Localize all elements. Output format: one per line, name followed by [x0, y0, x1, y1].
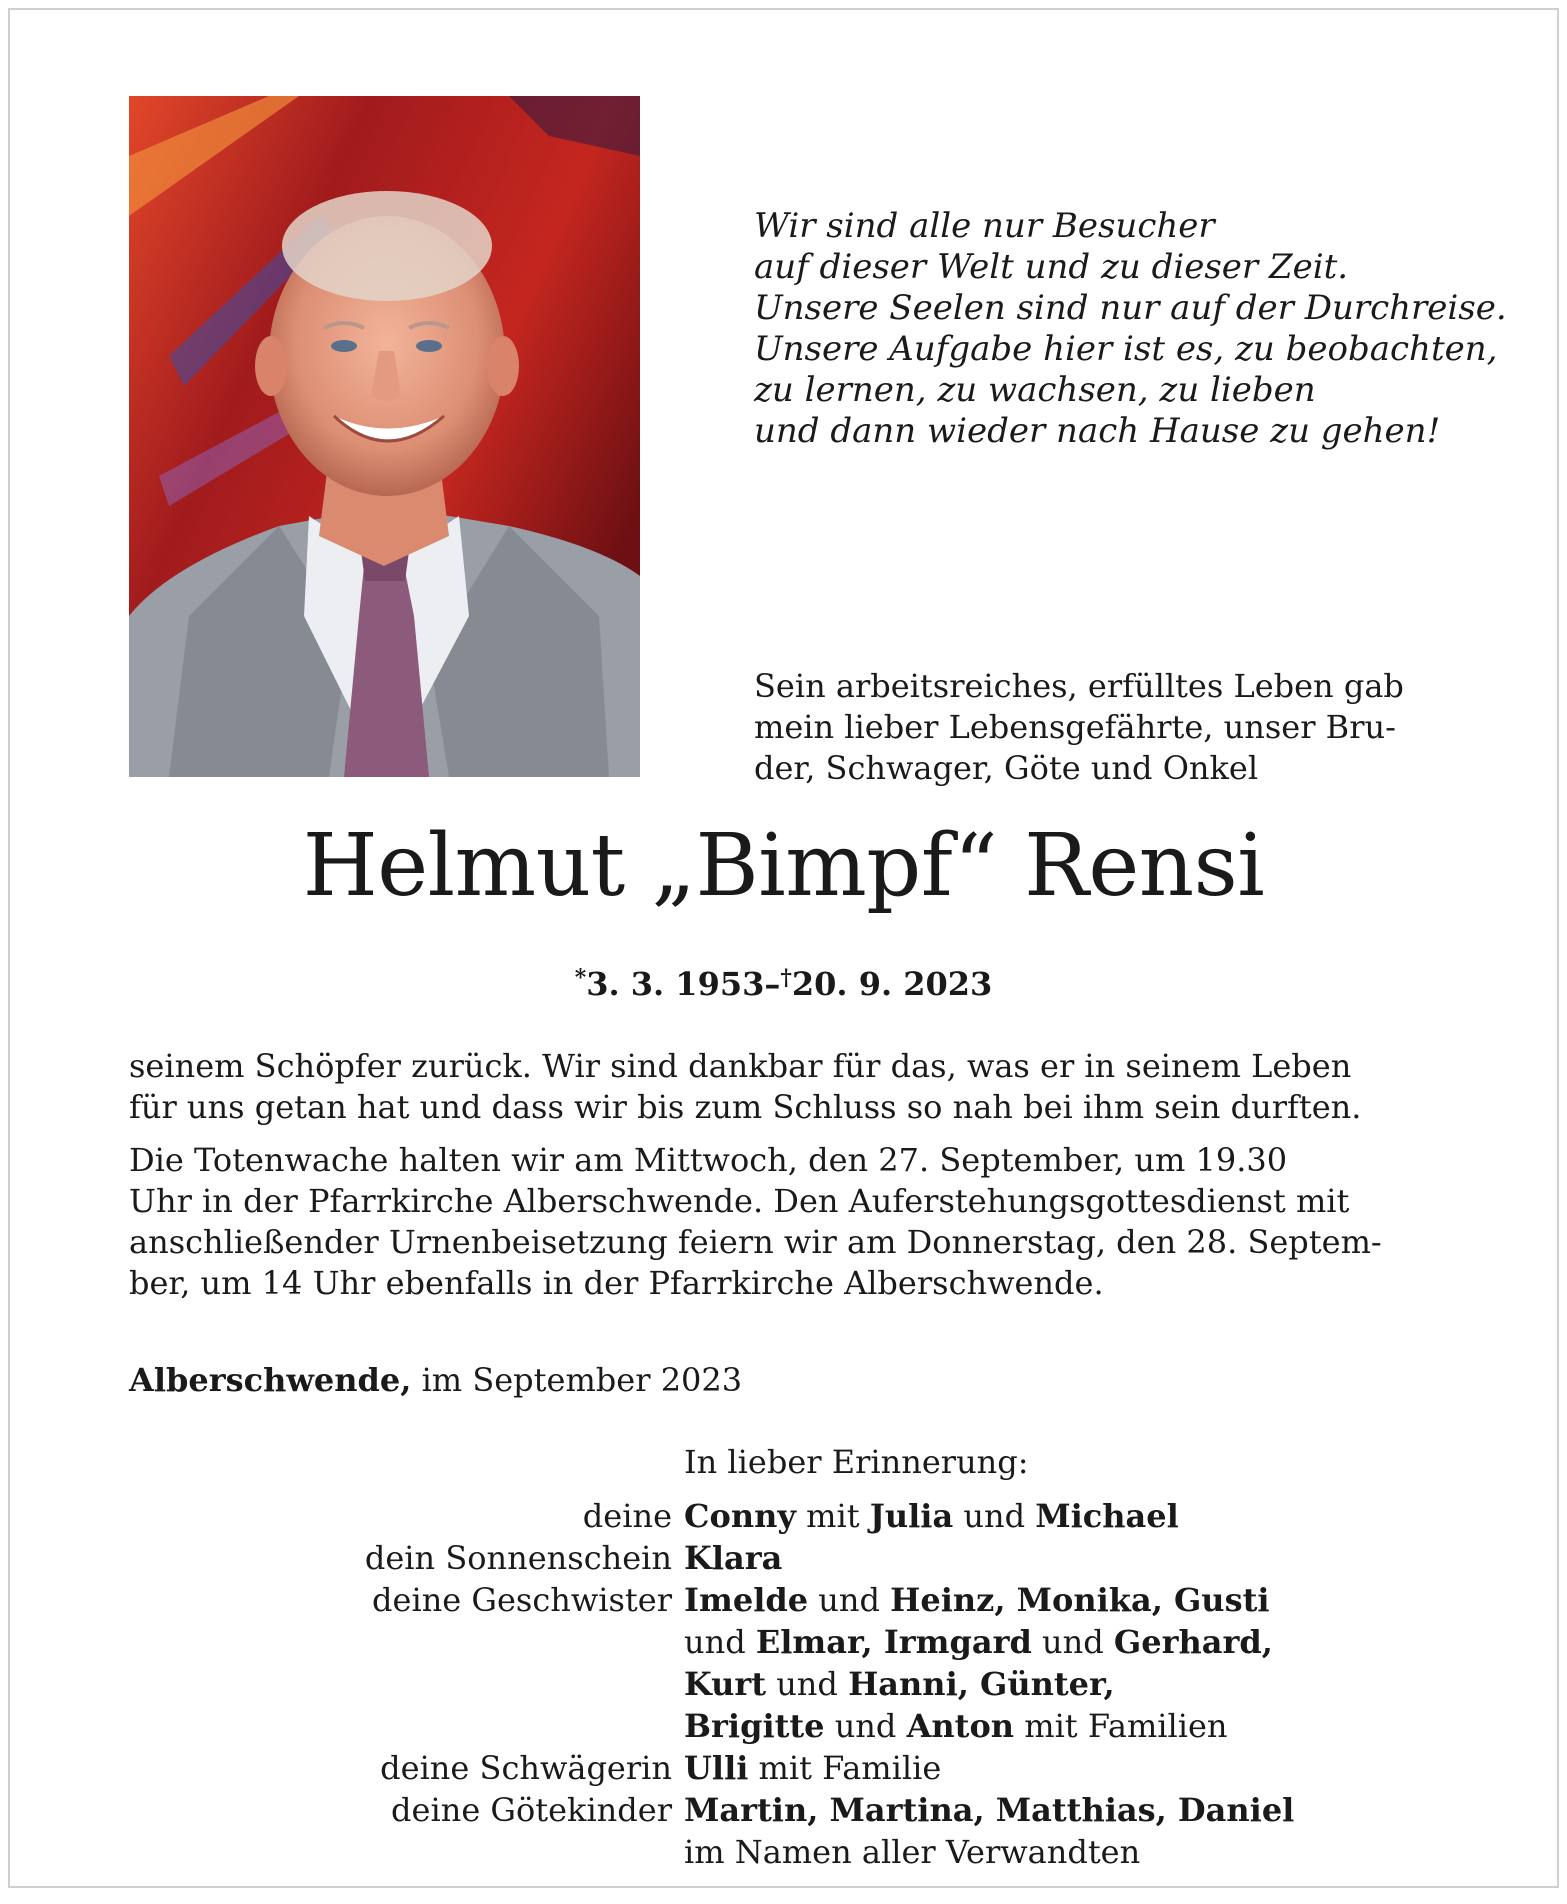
mourner-row — [10, 1579, 1510, 1621]
mourner-row — [10, 1621, 1510, 1663]
mourner-names — [684, 1789, 1294, 1831]
mourner-row — [10, 1789, 1510, 1831]
mourner-connector: mit — [795, 1497, 870, 1535]
mourner-connector: im Namen aller Verwandten — [684, 1833, 1141, 1871]
poem-line: Unsere Seelen sind nur auf der Durchreise. — [754, 288, 1507, 328]
mourner-relation: dein Sonnenschein — [364, 1539, 672, 1577]
body-line: anschließender Urnenbeisetzung feiern wir am Donnerstag, den 28. Septem- — [129, 1223, 1382, 1261]
poem-line: und dann wieder nach Hause zu gehen! — [754, 411, 1441, 451]
obituary-page — [8, 8, 1559, 1888]
mourner-name: Klara — [684, 1539, 783, 1577]
obituary-body — [129, 1046, 1449, 1304]
mourner-name: Elmar, Irmgard — [755, 1623, 1032, 1661]
mourner-row — [10, 1495, 1510, 1537]
mourner-name: Hanni, Günter, — [848, 1665, 1115, 1703]
portrait-photo — [129, 96, 640, 777]
mourner-row — [10, 1663, 1510, 1705]
mourner-name: Michael — [1035, 1497, 1179, 1535]
life-dates — [10, 958, 1557, 1004]
poem-line: Unsere Aufgabe hier ist es, zu beobachten, — [754, 329, 1498, 369]
mourner-names — [684, 1747, 941, 1789]
place-month: im September 2023 — [411, 1361, 743, 1399]
mourner-name: Gerhard, — [1113, 1623, 1273, 1661]
mourner-row — [10, 1831, 1510, 1873]
mourner-name: Martin, Martina, Matthias, Daniel — [684, 1791, 1295, 1829]
mourner-connector: und — [824, 1707, 907, 1745]
mourner-name: Kurt — [684, 1665, 767, 1703]
mourner-names — [684, 1495, 1179, 1537]
mourner-names — [684, 1579, 1270, 1621]
mourner-name: Imelde — [684, 1581, 809, 1619]
mourner-names — [684, 1537, 782, 1579]
body-line: Uhr in der Pfarrkirche Alberschwende. Den Auferstehungsgottesdienst mit — [129, 1182, 1350, 1220]
mourner-relation: deine — [582, 1497, 672, 1535]
body-line: Die Totenwache halten wir am Mittwoch, den 27. September, um 19.30 — [129, 1141, 1288, 1179]
portrait-image — [129, 96, 640, 777]
mourner-name: Heinz, Monika, Gusti — [890, 1581, 1270, 1619]
poem-line: Wir sind alle nur Besucher — [754, 206, 1215, 246]
mourner-row — [10, 1747, 1510, 1789]
mourner-connector: und — [953, 1497, 1036, 1535]
deceased-name: Helmut „Bimpf“ Rensi — [302, 816, 1265, 916]
mourner-name: Conny — [684, 1497, 796, 1535]
mourner-name: Julia — [869, 1497, 954, 1535]
mourner-relation: deine Schwägerin — [380, 1749, 672, 1787]
mourner-names — [684, 1663, 1115, 1705]
mourner-names — [684, 1705, 1228, 1747]
poem — [754, 206, 1507, 452]
date-separator: – — [764, 965, 781, 1003]
poem-line: auf dieser Welt und zu dieser Zeit. — [754, 247, 1349, 287]
mourner-name: Brigitte — [684, 1707, 825, 1745]
intro-line: der, Schwager, Göte und Onkel — [754, 749, 1259, 787]
memory-heading: In lieber Erinnerung: — [684, 1443, 1029, 1481]
mourner-connector: mit Familie — [748, 1749, 942, 1787]
birth-symbol: * — [574, 965, 587, 991]
body-line: für uns getan hat und dass wir bis zum Schluss so nah bei ihm sein durften. — [129, 1088, 1362, 1126]
death-date: 20. 9. 2023 — [791, 965, 993, 1003]
body-paragraph — [129, 1046, 1449, 1128]
mourner-connector: und — [766, 1665, 849, 1703]
birth-date: 3. 3. 1953 — [586, 965, 765, 1003]
body-line: ber, um 14 Uhr ebenfalls in der Pfarrkirche Alberschwende. — [129, 1264, 1104, 1302]
body-line: seinem Schöpfer zurück. Wir sind dankbar für das, was er in seinem Leben — [129, 1047, 1352, 1085]
death-symbol: † — [780, 965, 792, 991]
intro-text — [754, 666, 1454, 789]
mourner-list — [10, 1495, 1510, 1873]
mourner-connector: und — [808, 1581, 891, 1619]
mourner-name: Ulli — [684, 1749, 749, 1787]
mourner-name: Anton — [906, 1707, 1015, 1745]
body-paragraph — [129, 1140, 1449, 1304]
mourner-row — [10, 1705, 1510, 1747]
mourner-connector: und — [684, 1623, 756, 1661]
intro-line: Sein arbeitsreiches, erfülltes Leben gab — [754, 667, 1404, 705]
mourner-relation: deine Geschwister — [372, 1581, 672, 1619]
mourner-relation: deine Götekinder — [391, 1791, 672, 1829]
mourner-names — [684, 1831, 1140, 1873]
place-date — [129, 1360, 742, 1401]
mourner-row — [10, 1537, 1510, 1579]
mourner-connector: und — [1031, 1623, 1114, 1661]
place-town: Alberschwende, — [129, 1361, 412, 1399]
mourner-connector: mit Familien — [1014, 1707, 1228, 1745]
mourner-names — [684, 1621, 1273, 1663]
intro-line: mein lieber Lebensgefährte, unser Bru- — [754, 708, 1396, 746]
poem-line: zu lernen, zu wachsen, zu lieben — [754, 370, 1316, 410]
